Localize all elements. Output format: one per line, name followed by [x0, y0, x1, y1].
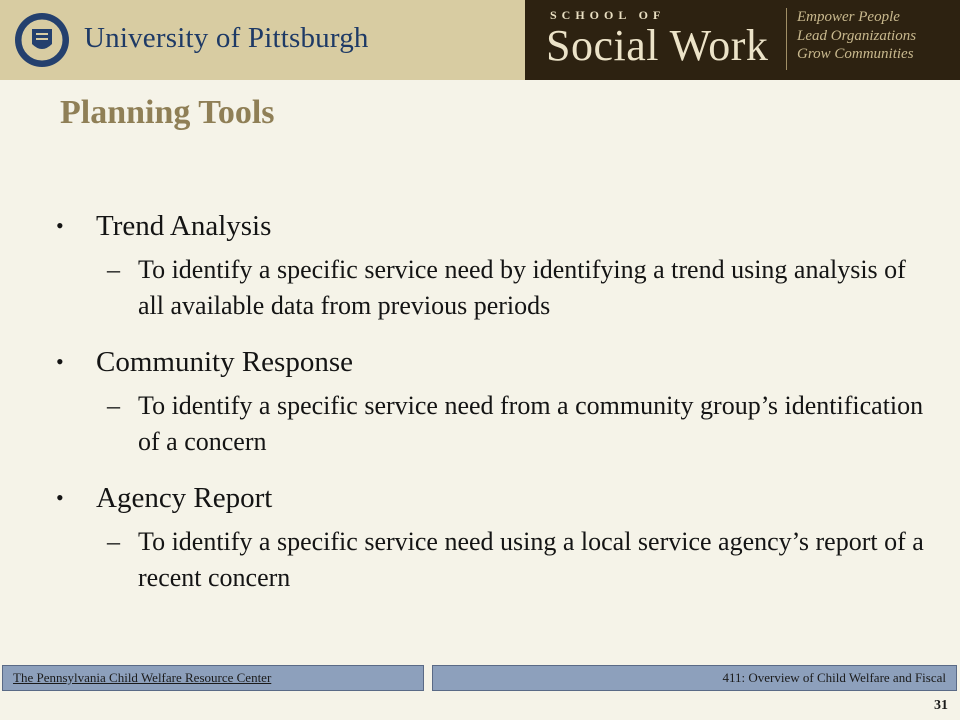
- sub-bullet-text: To identify a specific service need from a community group’s identification of a concern: [138, 391, 924, 456]
- footer-course-title: 411: Overview of Child Welfare and Fiscal: [722, 670, 946, 685]
- bullet-label: Agency Report: [96, 482, 273, 514]
- tagline-2: Lead Organizations: [797, 28, 917, 44]
- bullet-label: Trend Analysis: [96, 210, 272, 242]
- bullet-icon: •: [56, 349, 64, 374]
- school-label: SCHOOL OF: [550, 8, 666, 22]
- tagline-divider: [786, 8, 787, 70]
- dash-icon: –: [107, 527, 120, 556]
- tagline-1: Empower People: [797, 9, 900, 25]
- school-name: Social Work: [546, 21, 769, 70]
- sub-bullet-text: To identify a specific service need by identifying a trend using analysis of all available data from previous periods: [138, 255, 906, 320]
- footer-resource-center-link[interactable]: The Pennsylvania Child Welfare Resource Center: [13, 670, 272, 685]
- page-number: 31: [934, 698, 948, 713]
- sub-bullet-text: To identify a specific service need using a local service agency’s report of a recent concern: [138, 527, 924, 592]
- bullet-item: [56, 206, 936, 246]
- bullet-item: [56, 342, 936, 382]
- footer-course-bar: [432, 665, 957, 691]
- tagline-3: Grow Communities: [797, 46, 914, 62]
- dash-icon: –: [107, 255, 120, 284]
- bullet-icon: •: [56, 213, 64, 238]
- university-name: University of Pittsburgh: [84, 22, 369, 54]
- slide-title: Planning Tools: [60, 94, 275, 131]
- sub-bullet-item: [56, 388, 936, 460]
- footer-resource-center-bar: [2, 665, 424, 691]
- bullet-item: [56, 478, 936, 518]
- sub-bullet-item: [56, 524, 936, 596]
- slide-body: [56, 206, 936, 614]
- dash-icon: –: [107, 391, 120, 420]
- sub-bullet-item: [56, 252, 936, 324]
- bullet-icon: •: [56, 485, 64, 510]
- university-seal-logo: [14, 12, 70, 68]
- bullet-label: Community Response: [96, 346, 353, 378]
